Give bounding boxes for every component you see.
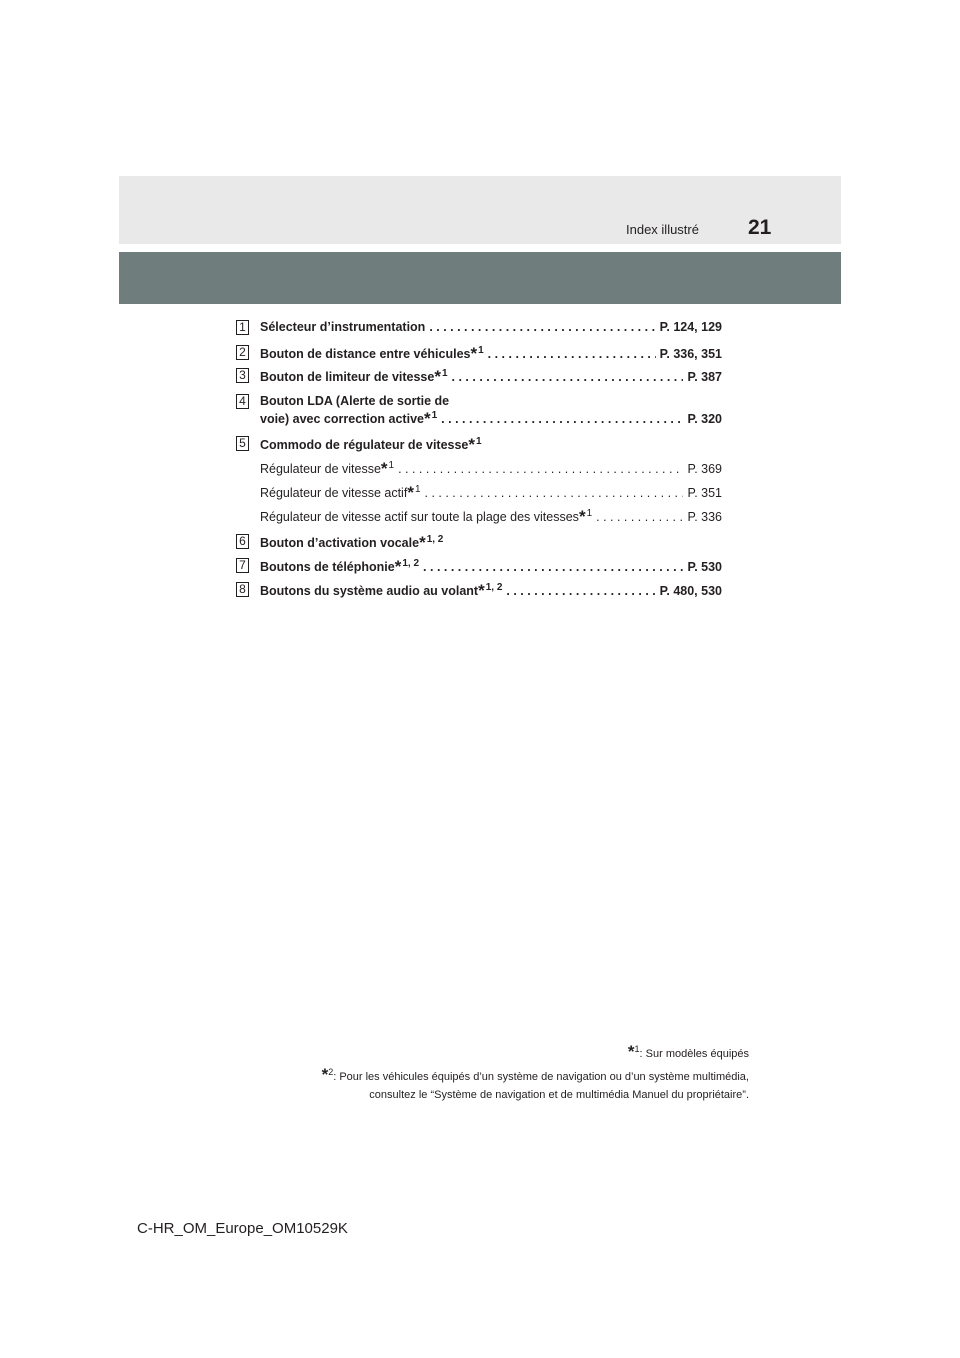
- leader-dots: [429, 320, 655, 334]
- entry-line: [260, 484, 722, 500]
- entry-line: [260, 436, 722, 452]
- footnotes: [322, 1040, 749, 1104]
- footnote-ref: 1: [478, 345, 484, 356]
- entry-line: [260, 558, 722, 574]
- page-reference[interactable]: P. 369: [687, 462, 722, 476]
- entry-number: 5: [236, 436, 249, 451]
- entry-number: 1: [236, 320, 249, 335]
- page-reference[interactable]: P. 320: [687, 412, 722, 426]
- leader-dots: [452, 370, 684, 384]
- footnote-ref: 1: [476, 436, 482, 447]
- entry-line: [260, 368, 722, 384]
- entry-label: Commodo de régulateur de vitesse*$^1$: [260, 435, 482, 454]
- page-reference[interactable]: P. 530: [687, 560, 722, 574]
- footnote-2-continued: consultez le “Système de navigation et de multimédia Manuel du propriétaire”.: [369, 1089, 749, 1101]
- entry-line: [260, 394, 722, 408]
- leader-dots: [425, 486, 684, 500]
- entry-number: 7: [236, 558, 249, 573]
- header-bar: [119, 176, 841, 244]
- footnote-ref: 1: [414, 484, 421, 495]
- entry-line: [260, 410, 722, 426]
- section-title: Index illustré: [626, 222, 699, 237]
- entry-number: 8: [236, 582, 249, 597]
- entry-line: [260, 345, 722, 361]
- footnote-ref: 1: [431, 410, 438, 421]
- document-code: C-HR_OM_Europe_OM10529K: [137, 1220, 348, 1237]
- page-number: 21: [748, 216, 772, 239]
- page-reference[interactable]: P. 336: [687, 510, 722, 524]
- footnote-ref: 1: [388, 460, 395, 471]
- entry-label: Bouton LDA (Alerte de sortie de: [260, 394, 450, 408]
- entry-number: 3: [236, 368, 249, 383]
- leader-dots: [441, 412, 683, 426]
- image-band: [119, 252, 841, 304]
- entry-label: Régulateur de vitesse*$^1$: [260, 459, 395, 478]
- leader-dots: [596, 510, 683, 524]
- entry-label: Boutons de téléphonie*$^{1, 2}$: [260, 557, 420, 576]
- entry-label: Boutons du système audio au volant*$^{1, 2}$: [260, 581, 503, 600]
- leader-dots: [423, 560, 683, 574]
- page-reference[interactable]: P. 351: [687, 486, 722, 500]
- page-reference[interactable]: P. 480, 530: [659, 584, 722, 598]
- entry-line: [260, 508, 722, 524]
- entry-label: Régulateur de vitesse actif sur toute la plage des vitesses*$^1$: [260, 507, 593, 526]
- leader-dots: [506, 584, 655, 598]
- entry-label: Sélecteur d’instrumentation: [260, 320, 426, 334]
- leader-dots: [398, 462, 683, 476]
- page-reference[interactable]: P. 387: [687, 370, 722, 384]
- footnote-ref: 1, 2: [426, 534, 444, 545]
- entry-label: voie) avec correction active*$^1$: [260, 409, 438, 428]
- entry-label: Bouton de distance entre véhicules*$^1$: [260, 344, 484, 363]
- entry-line: [260, 582, 722, 598]
- entry-label: Régulateur de vitesse actif*$^1$: [260, 483, 421, 502]
- entry-label: Bouton d’activation vocale*$^{1, 2}$: [260, 533, 444, 552]
- footnote-ref: 1, 2: [402, 558, 420, 569]
- footnote-1: *$^1$: Sur modèles équipés: [627, 1042, 749, 1061]
- entry-number: 4: [236, 394, 249, 409]
- footnote-2: *$^2$: Pour les véhicules équipés d’un système de navigation ou d’un système multimédia,: [321, 1065, 749, 1084]
- footnote-ref: 1: [586, 508, 593, 519]
- leader-dots: [488, 347, 656, 361]
- entry-number: 2: [236, 345, 249, 360]
- entry-line: [260, 460, 722, 476]
- entry-line: [260, 534, 722, 550]
- page-reference[interactable]: P. 124, 129: [659, 320, 722, 334]
- footnote-ref: 1: [441, 368, 448, 379]
- entry-label: Bouton de limiteur de vitesse*$^1$: [260, 367, 448, 386]
- footnote-ref: 1, 2: [485, 582, 503, 593]
- entry-line: [260, 320, 722, 334]
- page-reference[interactable]: P. 336, 351: [659, 347, 722, 361]
- entry-number: 6: [236, 534, 249, 549]
